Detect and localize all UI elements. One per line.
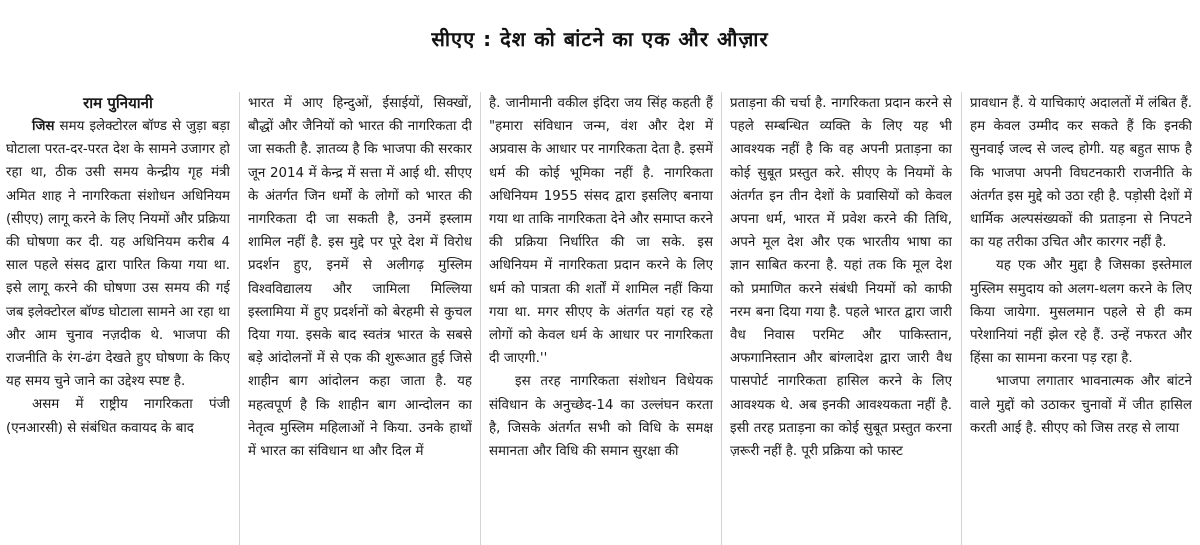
article-column-3 <box>489 92 713 545</box>
paragraph: असम में राष्ट्रीय नागरिकता पंजी (एनआरसी) से संबंधित कवायद के बाद <box>6 397 230 436</box>
column-divider <box>961 92 962 545</box>
column-divider <box>239 92 240 545</box>
paragraph-text: समय इलेक्टोरल बॉण्ड से जुड़ा बड़ा घोटाला परत-दर-परत देश के सामने उजागर हो रहा था, ठीक उसी समय केन्द्रीय गृह मंत्री अमित शाह ने नागरिकता संशोधन अधिनियम (सीएए) लागू करने के लिए नियमों और प्रक्रिया की घोषणा कर दी. यह अधिनियम करीब 4 साल पहले संसद द्वारा पारित किया गया था. इसे लागू करने की घोषणा उस समय की गई जब इलेक्टोरल बॉण्ड घोटाला सामने आ रहा था और आम चुनाव नज़दीक थे. भाजपा की राजनीति के रंग-ढंग देखते हुए घोषणा के किए यह समय चुने जाने का उद्देश्य स्पष्ट है. <box>6 119 230 390</box>
paragraph: प्रताड़ना की चर्चा है. नागरिकता प्रदान करने से पहले सम्बन्धित व्यक्ति के लिए यह भी आवश्यक नहीं है कि वह अपनी प्रताड़ना का कोई सुबूत प्रस्तुत करे. सीएए के नियमों के अंतर्गत इन तीन देशों के प्रवासियों को केवल अपना धर्म, भारत में प्रवेश करने की तिथि, अपने मूल देश और एक भारतीय भाषा का ज्ञान साबित करना है. यहां तक कि मूल देश को प्रमाणित करने संबंधी नियमों को काफी नरम बना दिया गया है. पहले भारत द्वारा जारी वैध निवास परमिट और पाकिस्तान, अफगानिस्तान और बांग्लादेश द्वारा जारी वैध पासपोर्ट नागरिकता हासिल करने के लिए आवश्यक थे. अब इनकी आवश्यकता नहीं है. इसी तरह प्रताड़ना का कोई सुबूत प्रस्तुत करना ज़रूरी नहीं है. पूरी प्रक्रिया को फास्ट <box>730 96 952 460</box>
paragraph: प्रावधान हैं. ये याचिकाएं अदालतों में लंबित हैं. हम केवल उम्मीद कर सकते हैं कि इनकी सुनवाई जल्द से जल्द होगी. यह बहुत साफ है कि भाजपा अपनी विघटनकारी राजनीति के अंतर्गत इस मुद्दे को उठा रही है. पड़ोसी देशों में धार्मिक अल्पसंख्यकों की प्रताड़ना से निपटने का यह तरीका उचित और कारगर नहीं है. <box>970 96 1192 251</box>
paragraph: इस तरह नागरिकता संशोधन विधेयक संविधान के अनुच्छेद-14 का उल्लंघन करता है, जिसके अंतर्गत सभी को विधि के समक्ष समानता और विधि की समान सुरक्षा की <box>489 374 713 460</box>
article-column-5 <box>970 92 1192 545</box>
paragraph: यह एक और मुद्दा है जिसका इस्तेमाल मुस्लिम समुदाय को अलग-थलग करने के लिए किया जायेगा. मुसलमान पहले से ही कम परेशानियां नहीं झेल रहे हैं. उन्हें नफरत और हिंसा का सामना करना पड़ रहा है. <box>970 258 1192 367</box>
paragraph <box>6 115 230 393</box>
paragraph: भाजपा लगातार भावनात्मक और बांटने वाले मुद्दों को उठाकर चुनावों में जीत हासिल करती आई है. सीएए को जिस तरह से लाया <box>970 374 1192 436</box>
headline: सीएए : देश को बांटने का एक और औज़ार <box>431 27 769 51</box>
lead-word: जिस <box>32 119 55 134</box>
article-column-1 <box>6 92 230 545</box>
author-byline: राम पुनियानी <box>83 94 153 112</box>
article-column-2 <box>248 92 472 545</box>
paragraph: है. जानीमानी वकील इंदिरा जय सिंह कहती हैं "हमारा संविधान जन्म, वंश और देश में अप्रवास के आधार पर नागरिकता देता है. इसमें धर्म की कोई भूमिका नहीं है. नागरिकता अधिनियम 1955 संसद द्वारा इसलिए बनाया गया था ताकि नागरिकता देने और समाप्त करने की प्रक्रिया निर्धारित की जा सके. इस अधिनियम में नागरिकता प्रदान करने के लिए धर्म को पात्रता की शर्तों में शामिल नहीं किया गया था. मगर सीएए के अंतर्गत यहां रह रहे लोगों को केवल धर्म के आधार पर नागरिकता दी जाएगी.'' <box>489 96 713 367</box>
article-column-4 <box>730 92 952 545</box>
paragraph: भारत में आए हिन्दुओं, ईसाईयों, सिक्खों, बौद्धों और जैनियों को भारत की नागरिकता दी जा सकती है. ज्ञातव्य है कि भाजपा की सरकार जून 2014 में केन्द्र में सत्ता में आई थी. सीएए के अंतर्गत जिन धर्मों के लोगों को भारत की नागरिकता दी जा सकती है, उनमें इस्लाम शामिल नहीं है. इस मुद्दे पर पूरे देश में विरोध प्रदर्शन हुए, इनमें से अलीगढ़ मुस्लिम विश्वविद्यालय और जामिला मिल्लिया इस्लामिया में हुए प्रदर्शनों को बेरहमी से कुचल दिया गया. इसके बाद स्वतंत्र भारत के सबसे बड़े आंदोलनों में से एक की शुरूआत हुई जिसे शाहीन बाग आंदोलन कहा जाता है. यह महत्वपूर्ण है कि शाहीन बाग आन्दोलन का नेतृत्व मुस्लिम महिलाओं ने किया. उनके हाथों में भारत का संविधान था और दिल में <box>248 96 472 460</box>
column-divider <box>480 92 481 545</box>
column-divider <box>721 92 722 545</box>
